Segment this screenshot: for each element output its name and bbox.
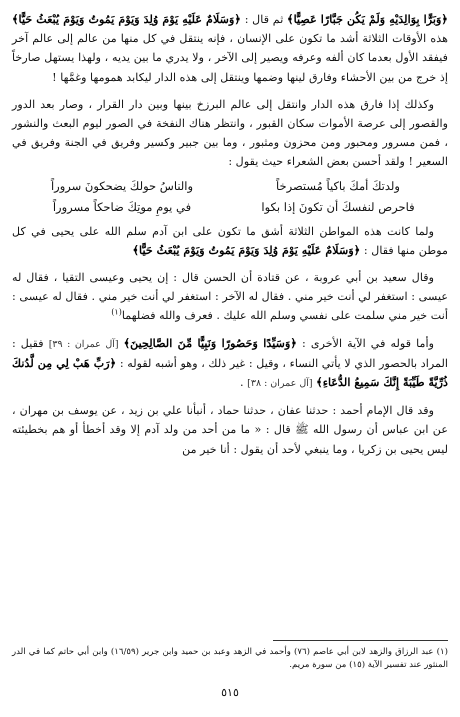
main-text <box>12 10 448 459</box>
verse-reference: [آل عمران : ٣٩] <box>48 338 119 350</box>
poem-hemistich-right: ولدتكَ أمكَ باكياً مُستصرخاً <box>276 178 400 193</box>
text-run: فقيل : المراد بالحصور الذي لا يأتي النساء ، وقيل : غير ذلك ، وهو أشبه لقوله : <box>12 336 448 370</box>
paragraph-1 <box>12 10 448 87</box>
paragraph-3 <box>12 222 448 260</box>
paragraph-gap <box>12 393 448 401</box>
poem-hemistich-left: في يومِ موتِكَ ضاحكاً مسروراً <box>52 199 192 214</box>
text-run: وأما قوله في الآية الأخرى : <box>296 336 434 350</box>
paragraph-gap <box>12 260 448 268</box>
paragraph-4 <box>12 268 448 326</box>
footnote <box>12 646 448 672</box>
poem-hemistich-right: فاحرص لنفسكَ أن تكونَ إذا بكوا <box>261 199 415 214</box>
paragraph-6: وقد قال الإمام أحمد : حدثنا عفان ، حدثنا حماد ، أنبأنا علي بن زيد ، عن يوسف بن مهران ، عن ابن عباس أن رسول الله ﷺ قال : « ما من أحد من ولد آدم إلا وقد أخطأ أو هم بخطيئته ليس يحيى بن زكريا ، وما ينبغي لأحد أن يقول : أنا خير من <box>12 404 448 456</box>
quran-verse: ﴿وَسَيِّدًا وَحَصُورًا وَنَبِيًّا مِّنَ الصَّالِحِينَ﴾ <box>123 335 297 350</box>
footnote-text: عبد الرزاق والزهد لابن أبي عاصم (٧٦) وأحمد في الزهد وعبد بن حميد وابن جرير (١٦/٥٩) وابن أبي حاتم كما في الدر المنثور عند تفسير الآية (١٥) من سورة مريم. <box>12 647 448 670</box>
text-run: ولما كانت هذه المواطن الثلاثة أشق ما تكون على ابن آدم سلم الله على يحيى في كل موطن منها فقال : <box>12 224 448 257</box>
poem-verse-1 <box>12 176 448 197</box>
text-run: وقال سعيد بن أبي عروبة ، عن قتادة أن الحسن قال : إن يحيى وعيسى التقيا ، فقال له عيسى : استغفر لي أنت خير مني . فقال له الآخر : استغفر لي أنت خير مني . فقال له عيسى : أنت خير مني سلمت على نفسي وسلم الله عليك . فعرف والله فضلهما <box>12 271 448 323</box>
paragraph-gap <box>12 87 448 95</box>
paragraph-2: وكذلك إذا فارق هذه الدار وانتقل إلى عالم البرزخ بينها وبين دار القرار ، وصار بعد الدور والقصور إلى عرصة الأموات سكان القبور ، وانتظر هناك النفخة في الصور ليوم البعث والنشور ، فمن مسرور ومحبور ومن محزون ومثبور ، وما بين جبير وكسير وفريق في الجنة وفريق في السعير ! ولقد أحسن بعض الشعراء حيث يقول : <box>12 97 448 169</box>
poem-verse-2 <box>12 197 448 218</box>
text-run: . <box>240 376 248 390</box>
book-page <box>12 10 448 707</box>
footnote-marker[interactable]: (١) <box>111 307 122 317</box>
poem <box>12 176 448 218</box>
quran-verse: ﴿رَبِّ هَبْ لِي مِن لَّدُنكَ ذُرِّيَّةً طَيِّبَةً إِنَّكَ سَمِيعُ الدُّعَاءِ﴾ <box>12 355 448 390</box>
quran-verse: ﴿وَسَلَامٌ عَلَيْهِ يَوْمَ وُلِدَ وَيَوْمَ يَمُوتُ وَيَوْمَ يُبْعَثُ حَيًّا﴾ <box>132 242 361 257</box>
verse-reference: [آل عمران : ٣٨] <box>247 378 313 390</box>
page-number: ٥١٥ <box>221 686 239 699</box>
paragraph-5 <box>12 334 448 394</box>
text-run: هذه الأوقات الثلاثة أشد ما تكون على الإنسان ، فإنه ينتقل في كل منها من عالم إلى عالم آخر فيفقد الأول بعدما كان ألفه وعرفه ويصير إلى الآخر ، ولا يدري ما بين يديه ، ولهذا يستهل صارخاً إذ خرج من بين الأحشاء وفارق لينها وضمها وينتقل إلى هذه الدار ليكابد همومها وغمَّها ! <box>12 32 448 84</box>
paragraph-gap <box>12 326 448 334</box>
footnote-divider <box>273 640 448 641</box>
quran-verse: ﴿وَبَرًّا بِوَالِدَيْهِ وَلَمْ يَكُن جَبَّارًا عَصِيًّا﴾ <box>287 12 448 26</box>
poem-hemistich-left: والناسُ حولكَ يضحكونَ سروراً <box>50 178 194 193</box>
text-run: ثم قال : <box>241 13 288 26</box>
quran-verse: ﴿وَسَلَامٌ عَلَيْهِ يَوْمَ وُلِدَ وَيَوْمَ يَمُوتُ وَيَوْمَ يُبْعَثُ حَيًّا﴾ <box>12 12 241 26</box>
footnote-number: (١) <box>436 647 448 657</box>
